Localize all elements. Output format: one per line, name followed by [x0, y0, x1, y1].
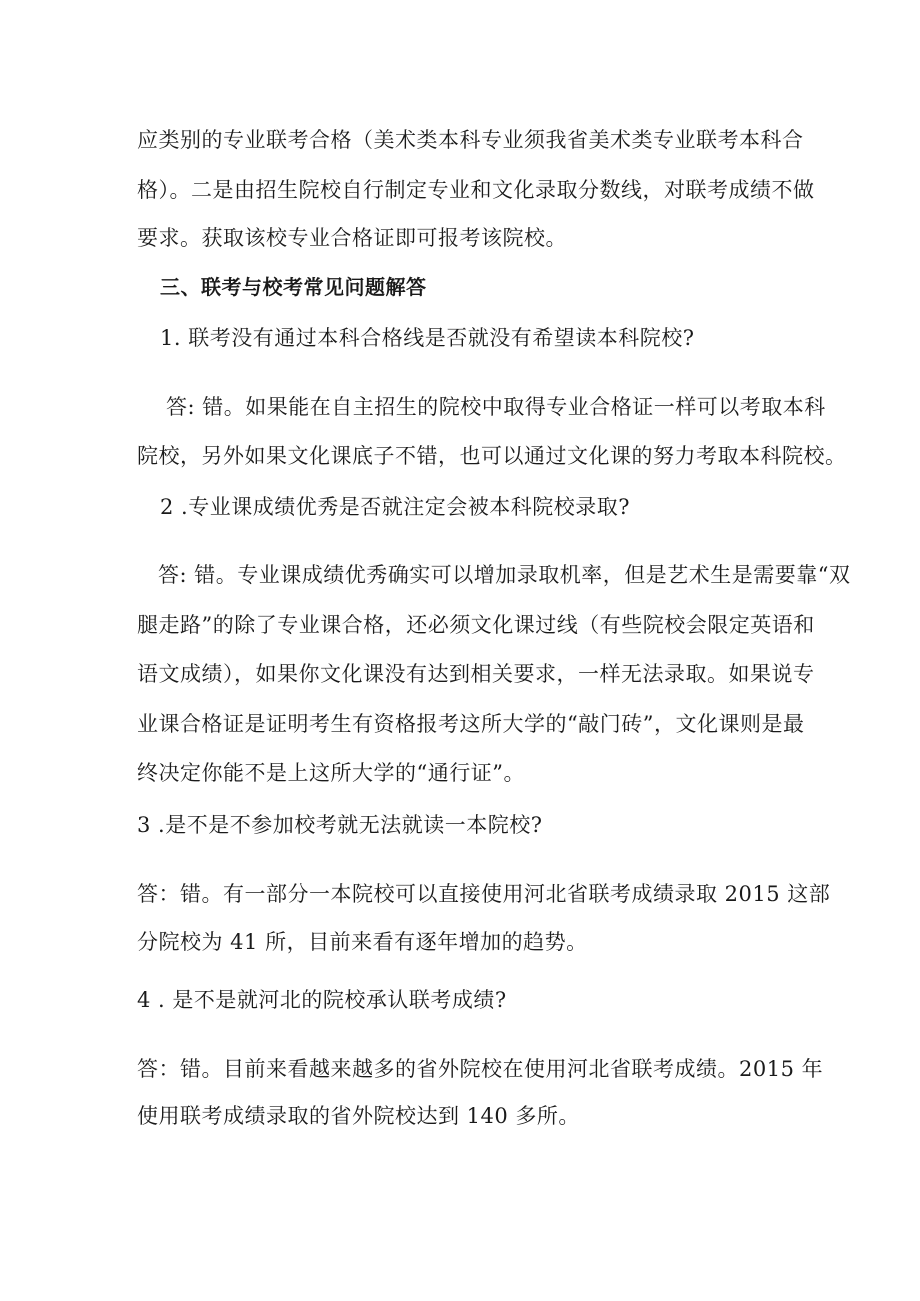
answer-2-line-2: 腿走路”的除了专业课合格，还必须文化课过线（有些院校会限定英语和 [137, 613, 815, 637]
section-heading: 三、联考与校考常见问题解答 [160, 275, 427, 299]
answer-3-line-2: 分院校为 41 所，目前来看有逐年增加的趋势。 [137, 930, 588, 954]
answer-3-line-1: 答：错。有一部分一本院校可以直接使用河北省联考成绩录取 2015 这部 [137, 882, 831, 906]
answer-1-line-2: 院校，另外如果文化课底子不错，也可以通过文化课的努力考取本科院校。 [137, 444, 847, 468]
intro-line-3: 要求。获取该校专业合格证即可报考该院校。 [137, 226, 567, 250]
question-3: 3 .是不是不参加校考就无法就读一本院校? [137, 813, 543, 837]
intro-line-2: 格）。二是由招生院校自行制定专业和文化录取分数线，对联考成绩不做 [137, 178, 815, 202]
answer-2-line-4: 业课合格证是证明考生有资格报考这所大学的“敲门砖”，文化课则是最 [137, 712, 805, 736]
answer-4-line-1: 答：错。目前来看越来越多的省外院校在使用河北省联考成绩。2015 年 [137, 1057, 824, 1081]
answer-4-line-2: 使用联考成绩录取的省外院校达到 140 多所。 [137, 1104, 580, 1128]
answer-2-line-5: 终决定你能不是上这所大学的“通行证”。 [137, 761, 525, 785]
intro-line-1: 应类别的专业联考合格（美术类本科专业须我省美术类专业联考本科合 [137, 128, 804, 152]
answer-2-line-3: 语文成绩），如果你文化课没有达到相关要求，一样无法录取。如果说专 [137, 662, 815, 686]
answer-1-line-1: 答: 错。如果能在自主招生的院校中取得专业合格证一样可以考取本科 [166, 395, 826, 419]
answer-2-line-1: 答: 错。专业课成绩优秀确实可以增加录取机率，但是艺术生是需要靠“双 [158, 563, 851, 587]
question-4: 4 . 是不是就河北的院校承认联考成绩? [137, 988, 507, 1012]
question-2: 2 .专业课成绩优秀是否就注定会被本科院校录取? [160, 495, 630, 519]
question-1: 1. 联考没有通过本科合格线是否就没有希望读本科院校? [160, 326, 695, 350]
